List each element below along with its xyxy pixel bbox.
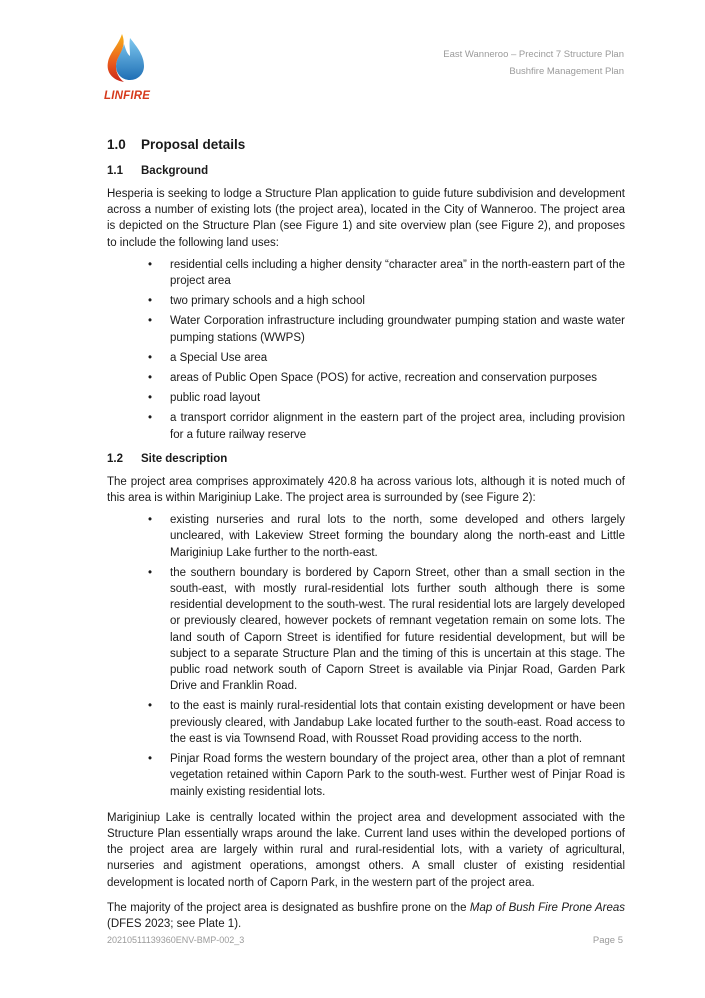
document-id: 20210511139360ENV-BMP-002_3 xyxy=(107,935,245,945)
background-paragraph: Hesperia is seeking to lodge a Structure Plan application to guide future subdivision and development across a number of existing lots (the project area), located in the City of Wanneroo. The project area is depicted on the Structure Plan (see Figure 1) and site overview plan (see Figure 2), and proposes to include the following land uses: xyxy=(107,188,625,249)
subsection-heading-background xyxy=(107,165,625,177)
flame-drop-icon xyxy=(100,30,160,90)
list-item: • a transport corridor alignment in the eastern part of the project area, including provision for a future railway reserve xyxy=(148,412,625,441)
list-item: • residential cells including a higher density “character area” in the north-eastern part of the project area xyxy=(148,258,625,288)
site-paragraph-3: The majority of the project area is designated as bushfire prone on the Map of Bush Fire Prone Areas (DFES 2023; see Plate 1). xyxy=(107,901,626,930)
subsection-heading-site-description xyxy=(107,453,625,465)
site-paragraph-2: Mariginiup Lake is centrally located within the project area and development associated with the Structure Plan essentially wraps around the lake. Current land uses within the developed portions of the project area are largely within rural and rural-residential lots, with a variety of agricultural, nurseries and agistment operations, amongst others. A small cluster of existing residential development is located north of Caporn Park, in the western part of the project area. xyxy=(107,811,625,889)
subsection-number: 1.2 xyxy=(107,452,123,465)
list-item: • to the east is mainly rural-residential lots that contain existing development or have been previously cleared, with Jandabup Lake located further to the south-east. Road access to the east is via Townsend Road, with Rousset Road providing access to the north. xyxy=(148,700,625,745)
page-content xyxy=(107,137,625,941)
list-item: • public road layout xyxy=(148,392,261,405)
section-number: 1.0 xyxy=(107,137,126,152)
subsection-number: 1.1 xyxy=(107,165,123,177)
surroundings-list xyxy=(107,512,625,799)
map-title: Map of Bush Fire Prone Areas xyxy=(469,901,626,914)
list-item: • existing nurseries and rural lots to the north, some developed and others largely uncleared, with Lakeview Street forming the boundary along the north-east and Little Mariginiup Lake further to the north-east. xyxy=(148,514,625,559)
header-title: East Wanneroo – Precinct 7 Structure Plan xyxy=(443,49,624,60)
logo-text: LINFIRE xyxy=(104,90,151,102)
subsection-title: Background xyxy=(141,165,209,177)
list-item: • two primary schools and a high school xyxy=(148,295,365,308)
page-number: Page 5 xyxy=(592,935,623,946)
running-header xyxy=(443,46,624,80)
list-item: • a Special Use area xyxy=(148,351,268,364)
subsection-title: Site description xyxy=(141,452,228,465)
section-title: Proposal details xyxy=(141,137,246,152)
list-item: • the southern boundary is bordered by Caporn Street, other than a small section in the south-east, with mostly rural-residential lots further south although there is some residential development to the south-west. The rural residential lots are largely developed or previously cleared, however pockets of remnant vegetation remain on some lots. The land south of Caporn Street is identified for future residential development, but will be subject to a separate Structure Plan and the timing of this is uncertain at this stage. The public road network south of Caporn Street is available via Pinjar Road, Garden Park Drive and Franklin Road. xyxy=(148,566,625,693)
site-paragraph-1: The project area comprises approximately 420.8 ha across various lots, although it is noted much of this area is within Mariginiup Lake. The project area is surrounded by (see Figure 2): xyxy=(107,475,625,505)
list-item: • Pinjar Road forms the western boundary of the project area, other than a plot of remnant vegetation retained within Caporn Park to the south-west. Further west of Pinjar Road is mainly existing residential lots. xyxy=(148,753,625,798)
list-item: • areas of Public Open Space (POS) for active, recreation and conservation purposes xyxy=(148,372,598,385)
land-use-list xyxy=(107,257,625,443)
list-item: • Water Corporation infrastructure including groundwater pumping station and waste water pumping stations (WWPS) xyxy=(148,315,625,344)
header-subtitle: Bushfire Management Plan xyxy=(509,66,624,77)
section-heading xyxy=(107,137,625,152)
